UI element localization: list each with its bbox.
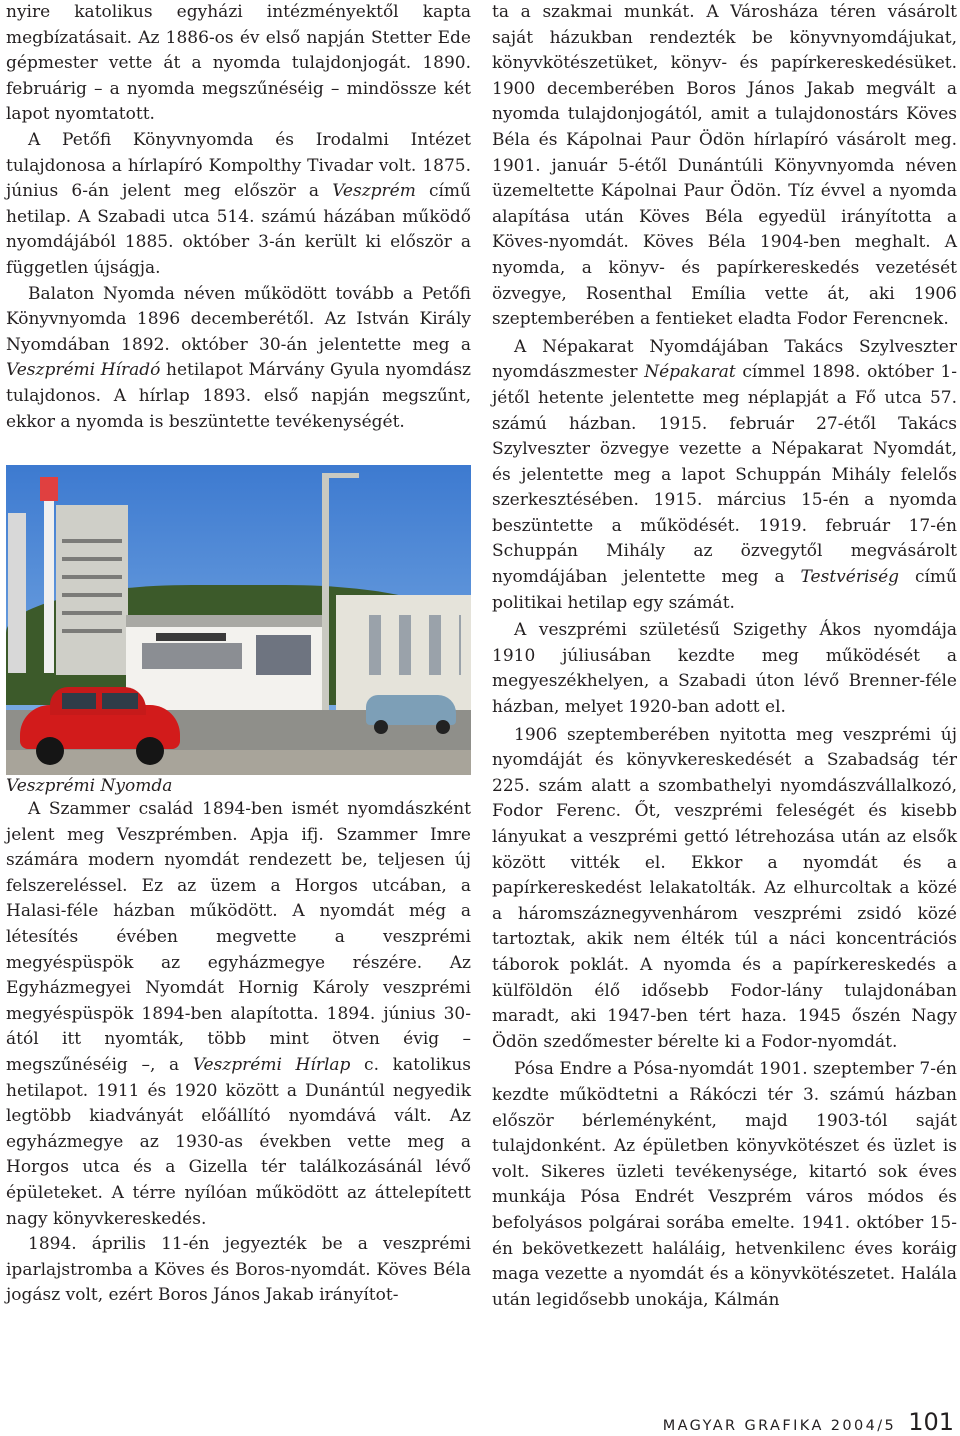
text-run: hetilapot Márvány Gyula nyomdász tulajdonos. A hírlap 1893. első napján megszűnt, ekkor a nyomda is beszüntette tevékenységét. — [6, 360, 471, 432]
text-run: című politikai hetilap egy számát. — [492, 567, 957, 613]
paragraph: nyire katolikus egyházi intézményektől kapta megbízatásait. Az 1886-os év első napján Stetter Ede gépmester vette át a nyomda tulajdonjogát. 1890. februárig – a nyomda megszűnéséig – mindössze két lapot nyomtatott. — [6, 2, 471, 125]
publication-title: Népakarat — [644, 362, 736, 383]
left-column — [6, 0, 471, 1309]
publication-title: Veszprémi Hírlap — [192, 1055, 351, 1076]
text-run: Balaton Nyomda néven működött tovább a Petőfi Könyvnyomda 1896 decemberétől. Az István Király Nyomdában 1892. október 30-án jelentette meg a — [6, 283, 471, 355]
paragraph: 1894. április 11-én jegyezték be a veszprémi iparlajstromba a Köves és Boros-nyomdát. Köves Béla jogász volt, ezért Boros János Jakab irányítot- — [6, 1234, 471, 1306]
right-column — [492, 0, 957, 1313]
publication-title: Veszprémi Híradó — [6, 360, 161, 381]
paragraph — [6, 128, 471, 282]
text-run: című hetilap. A Szabadi utca 514. számú házában működő nyomdájából 1885. október 3-án került ki először a független újságja. — [6, 181, 471, 278]
publication-title: Veszprém — [332, 181, 416, 202]
text-run: címmel 1898. október 1-jétől hetente jelentette meg néplapját a Fő utca 57. számú házban. 1915. február 27-étől Takács Szylveszter özvegye vezette a Népakarat Nyomdát, és jelentette meg a lapot Schuppán Mihály felelős szerkesztésében. 1915. március 15-én a nyomda beszüntette a működését. 1919. február 17-én Schuppán Mihály az özvegytől megvásárolt nyomdájában jelentette meg a — [492, 362, 958, 588]
publication-title: Testvériség — [800, 567, 900, 588]
text-run: A Petőfi Könyvnyomda és Irodalmi Intézet tulajdonosa a hírlapíró Kompolthy Tivadar volt. 1875. június 6-án jelent meg először a — [6, 129, 471, 202]
paragraph — [492, 335, 957, 617]
veszpremi-nyomda-photo — [6, 465, 471, 775]
paragraph — [6, 797, 471, 1232]
paragraph: 1906 szeptemberében nyitotta meg veszprémi új nyomdáját és könyvkereskedését a Szabadság tér 225. szám alatt a szombathelyi nyomdászvállalkozó, Fodor Ferenc. Őt, veszprémi feleségét és kisebb lányukat a veszprémi gettó létrehozása után az elsők között vitték el. Ekkor a nyomdát és a papírkereskedést lelakatolták. Az elhurcoltak a közé a háromszáznegyvenhárom veszprémi zsidó közé tartoztak, akik nem élték túl a náci koncentrációs táborok poklát. A nyomda és a papírkereskedés a külföldön élő idősebb Fodor-lány tulajdonában maradt, aki 1947-ben tért haza. 1945 őszén Nagy Ödön szedőmester bérelte ki a Fodor-nyomdát. — [492, 724, 957, 1052]
paragraph — [6, 282, 471, 436]
paragraph: Pósa Endre a Pósa-nyomdát 1901. szeptember 7-én kezdte működtetni a Rákóczi tér 3. számú házban először bérleményként, majd 1903-tól saját tulajdonként. Az épületben könyvkötészet és üzlet is volt. Sikeres üzleti tevékenysége, kitartó sok éves munkája Pósa Endrét Veszprém város módos és befolyásos polgárai sorába emelte. 1941. október 15-én bekövetkezett haláláig, hetvenkilenc éves koráig maga vezette a nyomdát és a könyvkötészetet. Halála után legidősebb unokája, Kálmán — [492, 1059, 957, 1310]
paragraph: A veszprémi születésű Szigethy Ákos nyomdája 1910 júliusában kezdte meg működését a megyeszékhelyen, a Szabadi úton lévő Brenner-féle házban, melyet 1920-ban adott el. — [492, 620, 957, 718]
magazine-issue: MAGYAR GRAFIKA 2004/5 — [662, 1418, 897, 1434]
text-run: c. katolikus hetilapot. 1911 és 1920 között a Dunántúl negyedik legtöbb kiadványát előállító nyomdává vált. Az egyházmegye az 1930-as években vette meg a Horgos utca és a Gizella tér találkozásánál lévő épületeket. A térre nyílóan működött az áttelepített nagy könyvkereskedés. — [6, 1055, 471, 1229]
photo-caption: Veszprémi Nyomda — [6, 776, 173, 797]
page-number: 101 — [908, 1408, 954, 1436]
paragraph: ta a szakmai munkát. A Városháza téren vásárolt saját házukban rendezték be könyvnyomdájukat, könyvkötészetüket, könyv- és papírkereskedésüket. 1900 decemberében Boros János Jakab megvált a nyomda tulajdonjogától, amit a tulajdonostárs Köves Béla és Kápolnai Paur Ödön hírlapíró vásárolt meg. 1901. január 5-étől Dunántúli Könyvnyomda néven üzemeltette Kápolnai Paur Ödön. Tíz évvel a nyomda alapítása után Köves Béla egyedül irányította a Köves-nyomdát. Köves Béla 1904-ben meghalt. A nyomda, a könyv- és papírkereskedés vezetését özvegye, Rosenthal Emília vette át, aki 1906 szeptemberében a fentieket eladta Fodor Ferencnek. — [492, 2, 957, 330]
page-footer — [663, 1408, 954, 1434]
text-run: A Népakarat Nyomdájában Takács Szylveszter nyomdászmester — [492, 336, 957, 383]
text-run: A Szammer család 1894-ben ismét nyomdászként jelent meg Veszprémben. Apja ifj. Szammer Imre számára modern nyomdát rendezett be, teljesen új felszereléssel. Ez az üzem a Horgos utcában, a Halasi-féle házban működött. A nyomdát még a létesítés évében megvette a veszprémi megyéspüspök az egyházmegye részére. Az Egyházmegyei Nyomdát Hornig Károly veszprémi megyéspüspök 1894-ben alapította. 1894. június 30-ától itt nyomták, több mint ötven évig – megszűnéséig –, a — [6, 799, 471, 1076]
